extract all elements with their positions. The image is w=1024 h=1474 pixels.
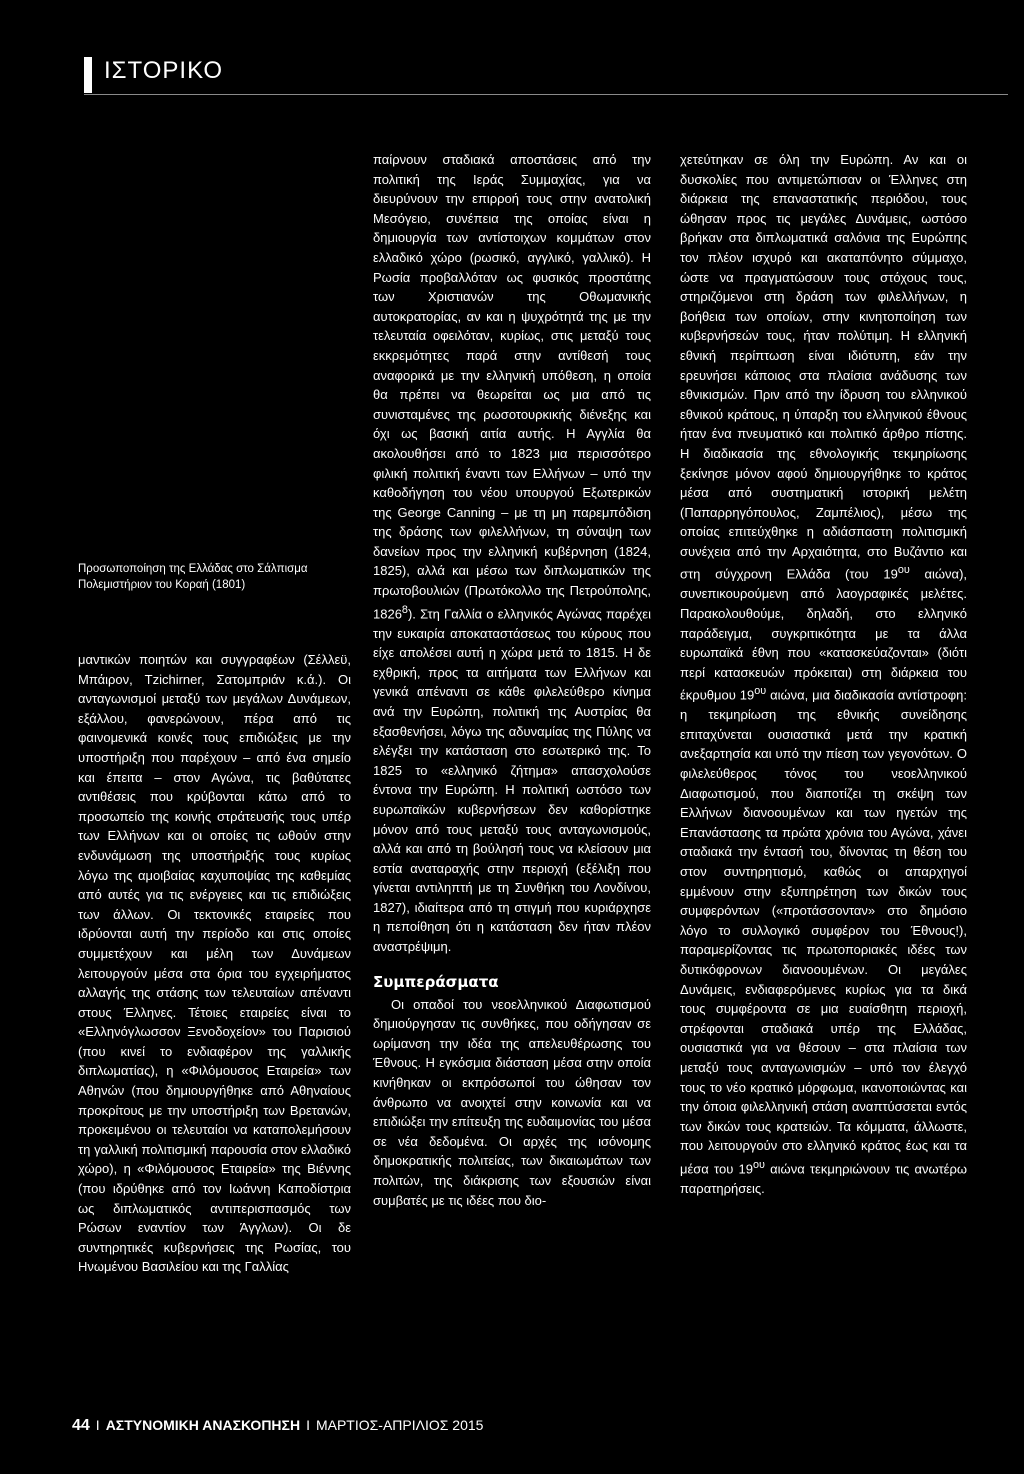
header-rule bbox=[84, 94, 1008, 95]
article-column-1 bbox=[78, 650, 351, 1277]
article-column-2 bbox=[373, 150, 651, 1210]
century-suffix-3: ου bbox=[752, 1158, 765, 1171]
page-footer bbox=[72, 1416, 483, 1435]
article-column-3 bbox=[680, 150, 967, 1198]
column-3-text-c: αιώνα, μια διαδικασία αντίστροφη: η τεκμηρίωση της εθνικής συνείδησης επιταχύνεται ουσιαστικά μετά την κρατική ανεξαρτησία και υπό την πίεση των γεγονότων. Ο φιλελεύθερος τόνος του νεοελληνικού Διαφωτισμού, που διαποτίζει τη σκέψη των Ελλήνων διανοουμένων και των ηγετών της Επανάστασης τα πρώτα χρόνια του Αγώνα, χάνει σταδιακά την έντασή του, δίνοντας τη θέση του στον συντηρητισμό, καθώς οι απαρχηγοί εμμένουν στην εξυπηρέτηση των δικών τους συμφερόντων («προτάσσονταν» στο δημόσιο λόγο το συλλογικό συμφέρον του Έθνους!), παραμερίζοντας τις πρωτοποριακές ιδέες των δυτικόφρονων διανοουμένων. Οι μεγάλες Δυνάμεις, ενδιαφερόμενες κυρίως για τα δικά τους συμφέροντα σε μια ευαίσθητη περιοχή, στρέφονται σταδιακά υπέρ της Ελλάδας, ουσιαστικά για να θέσουν – στα πλαίσια των μεταξύ τους ανταγωνισμών – υπό τον έλεγχό τους το νέο κρατικό μόρφωμα, ικανοποιώντας και την όποια φιλελληνική στάση αναπτύσσεται εντός των δικών τους κρατειών. Τα κόμματα, άλλωστε, που λειτουργούν στο ελληνικό κράτος έως και τα μέσα του 19 bbox=[680, 687, 967, 1177]
column-3-text-d: αιώνα τεκμηριώνουν τις ανωτέρω παρατηρήσεις. bbox=[680, 1161, 967, 1196]
column-3-text-a: χετεύτηκαν σε όλη την Ευρώπη. Αν και οι δυσκολίες που αντιμετώπισαν οι Έλληνες στη διάρκεια της επαναστατικής περιόδου, τους ώθησαν προς τις μεγάλες Δυνάμεις, ωστόσο βρήκαν στα διπλωματικά σαλόνια της Ευρώπης τον πλέον ισχυρό και ακαταπόνητο σύμμαχο, ώστε να πραγματώσουν τους στόχους τους, στηριζόμενοι στη δράση των φιλελλήνων, η βοήθεια των οποίων, στην κινητοποίηση των κυβερνήσεών τους, ήταν πολύτιμη. Η ελληνική εθνική περίπτωση είναι ιδιότυπη, εάν την ερευνήσει κάποιος στα πλαίσια ανάδυσης των εθνικισμών. Πριν από την ίδρυση του ελληνικού εθνικού κράτους, η ύπαρξη του ελληνικού έθνους ήταν ένα πνευματικό και πολιτικό άρθρο πίστης. Η διαδικασία της εθνολογικής τεκμηρίωσης ξεκίνησε μόνον αφού δημιουργήθηκε το κράτος μέσα από συστηματική ιστορική μελέτη (Παπαρρηγόπουλος, Ζαμπέλιος), μέσω της οποίας επιτεύχθηκε η αδιάσπαστη πολιτισμική συνέχεια από την Αρχαιότητα, στο Βυζάντιο και στη σύγχρονη Ελλάδα (του 19 bbox=[680, 152, 967, 582]
caption-line-1: Προσωποποίηση της Ελλάδας στο Σάλπισμα bbox=[78, 563, 308, 575]
image-caption bbox=[78, 561, 348, 593]
footer-separator-2: I bbox=[306, 1417, 310, 1433]
issue-date: ΜΑΡΤΙΟΣ-ΑΠΡΙΛΙΟΣ 2015 bbox=[315, 1417, 484, 1433]
column-1-text: μαντικών ποιητών και συγγραφέων (Σέλλεϋ, Μπάιρον, Tzichirner, Σατομπριάν κ.ά.). Οι ανταγωνισμοί μεταξύ των μεγάλων Δυνάμεων, εξάλλου, φανερώνουν, πέρα από τις φαινομενικά κοινές τους επιδιώξεις με την υποστήριξη που παρέχουν – από ένα σημείο και έπειτα – στον Αγώνα, τις βαθύτατες αντιθέσεις που κρύβονται κάτω από το προσωπείο της κοινής στράτευσής τους υπέρ των Ελλήνων και οι οποίες τις ωθούν στην ενδυνάμωση της υποστήριξής τους κυρίως λόγω της αμοιβαίας καχυποψίας της καθεμίας από αυτές για τις ενέργειες και τις επιδιώξεις των άλλων. Οι τεκτονικές εταιρείες που ιδρύονται αυτή την περίοδο και στις οποίες συμμετέχουν και μέλη των Δυνάμεων λειτουργούν μέσα στα όρια του εγχειρήματος αλλαγής της στάσης των τελευταίων απέναντι στους Έλληνες. Τέτοιες εταιρείες είναι το «Ελληνόγλωσσον Ξενοδοχείον» του Παρισιού (που κινεί το ενδιαφέρον της γαλλικής διπλωματίας), η «Φιλόμουσος Εταιρεία» των Αθηνών (που δημιουργήθηκε από Αθηναίους προκρίτους με την υποστήριξη των Βρετανών, προκειμένου οι τελευταίοι να καταπολεμήσουν τη γαλλική πολιτισμική παρουσία στον ελλαδικό χώρο), η «Φιλόμουσος Εταιρεία» της Βιέννης (που ιδρύθηκε από τον Ιωάννη Καποδίστρια ως διπλωματικός αντιπερισπασμός των Ρώσων εναντίον των Άγγλων). Οι δε συντηρητικές κυβερνήσεις της Ρωσίας, του Ηνωμένου Βασιλείου και της Γαλλίας bbox=[78, 652, 351, 1275]
century-suffix-2: ου bbox=[754, 685, 767, 698]
conclusions-heading: Συμπεράσματα bbox=[373, 972, 499, 991]
footer-separator-1: I bbox=[95, 1417, 100, 1433]
column-3-paragraph bbox=[680, 150, 967, 1198]
column-2-text-after: ). Στη Γαλλία ο ελληνικός Αγώνας παρέχει την ευκαιρία αποκαταστάσεως του κύρους που είχε απολέσει αυτή η χώρα μετά το 1815. Η δε εχθρική, προς τα αιτήματα των Ελλήνων και γενικά απέναντι σε κάθε φιλελεύθερο κίνημα ανά την Ευρώπη, πολιτική της Αυστρίας θα εξασθενήσει, λόγω της αδυναμίας της Πύλης να ελέγξει την κατάσταση στο εσωτερικό της. Το 1825 το «ελληνικό ζήτημα» απασχολούσε έντονα την Ευρώπη. Η πολιτική ωστόσο των ευρωπαϊκών κυβερνήσεων δεν καθορίστηκε μόνον από τους μεταξύ τους ανταγωνισμούς, αλλά και από τη βούλησή τους να κλείσουν μια εστία αναταραχής στην περιοχή (εξέλιξη που γίνεται αντιληπτή με τη Συνθήκη του Λονδίνου, 1827), ιδιαίτερα από τη στιγμή που κυριάρχησε η πεποίθηση ότι η κατάσταση δεν ήταν πλέον αναστρέψιμη. bbox=[373, 605, 651, 955]
conclusions-text: Οι οπαδοί του νεοελληνικού Διαφωτισμού δημιούργησαν τις συνθήκες, που οδήγησαν σε ωρίμανση την ιδέα της απελευθέρωσης του Έθνους. Η εγκόσμια διάσταση μέσα στην οποία κινήθηκαν οι εκπρόσωποί του ώθησαν τον άνθρωπο να ανοιχτεί στην κοινωνία και να επιδιώξει την επίτευξη της ευδαιμονίας του μέσα σε νέα δεδομένα. Οι αρχές της ισόνομης δημοκρατικής πολιτείας, των δικαιωμάτων των πολιτών, της διάκρισης των εξουσιών είναι συμβατές με τις ιδέες που διο- bbox=[373, 996, 651, 1208]
century-suffix-1: ου bbox=[897, 564, 910, 577]
page-number: 44 bbox=[72, 1417, 90, 1434]
column-2-text-before: παίρνουν σταδιακά αποστάσεις από την πολιτική της Ιεράς Συμμαχίας, για να διευρύνουν την επιρροή τους στην ανατολική Μεσόγειο, συνέπεια της οποίας είναι η δημιουργία των αντίστοιχων κομμάτων στον ελλαδικό χώρο (ρωσικό, αγγλικό, γαλλικό). Η Ρωσία προβαλλόταν ως φυσικός προστάτης των Χριστιανών της Οθωμανικής αυτοκρατορίας, αν και η ψυχρότητά της με την τελευταία οφειλόταν, κυρίως, στις μεταξύ τους εκκρεμότητες παρά στην αντίθεσή τους αναφορικά με την ελληνική υπόθεση, η οποία θα πρέπει να θεωρείται ως μια από τις συνισταμένες της ρωσοτουρκικής διένεξης και όχι ως βασική αιτία αυτής. Η Αγγλία θα ακολουθήσει από το 1823 μια περισσότερο φιλική πολιτική έναντι των Ελλήνων – υπό την καθοδήγηση του νέου υπουργού Εξωτερικών της George Canning – με τη μη παρεμπόδιση της δράσης των φιλελλήνων, τη σύναψη των δανείων προς την ελληνική κυβέρνηση (1824, 1825), αλλά και μέσω των διπλωματικών της πρωτοβουλιών (Πρωτόκολλο της Πετρούπολης, 1826 bbox=[373, 152, 651, 621]
column-3-text-b: αιώνα), συνεπικουρούμενη από λαογραφικές μελέτες. Παρακολουθούμε, δηλαδή, στο ελληνικό παράδειγμα, συγκριτικότητα με τα άλλα ευρωπαϊκά έθνη που «κατασκεύαζονται» (διότι περί κατασκευών πρόκειται) στη διάρκεια του έκρυθμου 19 bbox=[680, 566, 968, 703]
magazine-name: ΑΣΤΥΝΟΜΙΚΗ ΑΝΑΣΚΟΠΗΣΗ bbox=[105, 1417, 301, 1433]
column-2-paragraph bbox=[373, 150, 651, 957]
caption-line-2: Πολεμιστήριον του Κοραή (1801) bbox=[78, 579, 246, 591]
footnote-mark: 8 bbox=[401, 603, 408, 616]
header-accent-bar bbox=[84, 57, 92, 93]
section-title: ΙΣΤΟΡΙΚΟ bbox=[104, 57, 224, 84]
